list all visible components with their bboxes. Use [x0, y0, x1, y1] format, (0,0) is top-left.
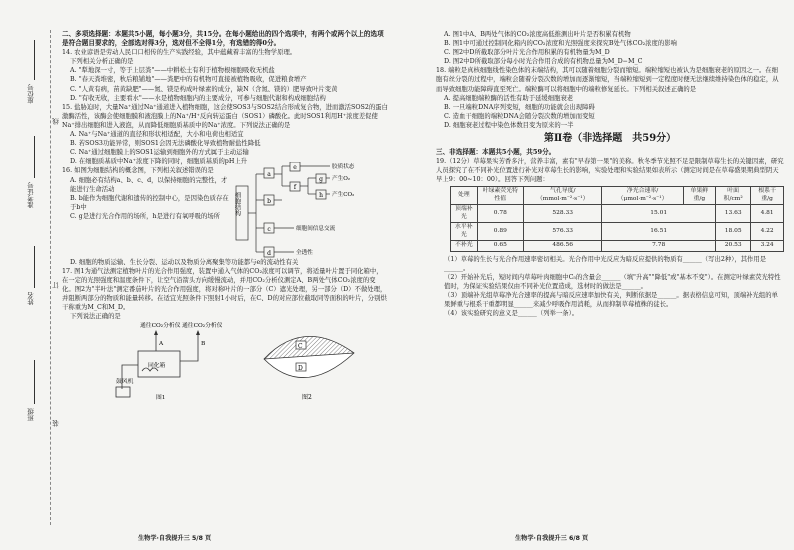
table-cell: 576.33 — [524, 223, 602, 241]
q19-part: （1）草莓的生长与光合作用速率密切相关。光合作用中光反应为暗反应提供的物质有______（写出2种），其作用是______。 — [444, 255, 767, 272]
table-cell: 7.78 — [602, 241, 716, 252]
volume-2-title: 第Ⅱ卷（非选择题 共59分） — [543, 133, 677, 145]
left-footer: 生物学·自我提升三 5/8 页 — [138, 535, 212, 542]
binding-field-seat-number-line — [34, 40, 35, 80]
q17-stem: 17. 图1为通气法测定植物叶片的光合作用强度，装置中通入气体的CO₂浓度可以调节，将适量叶片置于同化箱中，在一定的光照强度和温度条件下，让空气沿箭头方向缓慢流动，并用CO₂分析仪测定A、B两处气体CO₂浓度的变化。图2为"半叶法"测定番茄叶片的光合作用强度，将对称叶片的一部分（C）遮光处理，另一部分（D）不做处理，并阻断两部分的物质和能量转移。在适宜光照条件下照射1小时后，在C、D的对应部位截取同等面积的叶片，分别烘干称重为M_C和M_D。 — [62, 267, 387, 311]
question-line: 14. 农业谚语是劳动人民口口相传的生产实践经验，其中蕴藏着丰富的生物学原理。 — [62, 49, 297, 57]
table-header-cell: 处理 — [451, 187, 478, 205]
table-cell: 20.53 — [716, 241, 751, 252]
question-line: 18. 端粒是真核细胞线性染色体的末端结构，其可以随着细胞分裂而缩短。端粒缩短也被认为是细胞衰老的原因之一。在细胞有丝分裂的过程中，端粒会随着分裂次数的增加而逐渐缩短，当端粒缩短到一定程度时便无法继续维持染色体的稳定，从而导致细胞功能障碍直至死亡。端粒酶可以将细胞中的端粒修复延长。下列相关叙述正确的是 — [436, 67, 779, 93]
left-column — [62, 30, 388, 403]
binding-mark-line: 线 — [52, 118, 60, 125]
question-line: B. 若SOS3功能异常，则SOS1会因无法磷酸化导致植物耐盐性降低 — [70, 140, 261, 148]
q19-part: （4）该实验研究的意义是______（列举一条）。 — [444, 310, 579, 318]
question-line: C. 图2中D所截取部分叶片光合作用积累的有机物量为M_D — [444, 49, 610, 57]
binding-mark-order: 订 — [52, 282, 60, 289]
question-line: C. 造血干细胞的端粒DNA会随分裂次数的增加而变短 — [444, 112, 595, 120]
diagram-node-g: g — [319, 175, 323, 183]
question-line: A. 图1中A、B两处气体的CO₂浓度高低推测出叶片是否积累有机物 — [444, 31, 631, 38]
table-header-cell: 根系干重/g — [751, 187, 784, 205]
q19-part: （3）顶端补光组草莓净光合速率的提高与暗反应速率加快有关，判断依据是______。据表格信息可知，顶端补光组的单果鲜重与根系干重都明显______来减少呼吸作用消耗，从而抑制草莓植株的徒长。 — [444, 292, 778, 309]
table-cell: 不补光 — [451, 241, 478, 252]
table-row — [451, 205, 784, 223]
table-header-cell: 气孔导度/（mmol·m⁻²·s⁻¹） — [524, 187, 602, 205]
figure2-half-leaf — [254, 323, 364, 403]
fig2-caption: 图2 — [302, 394, 312, 402]
table-header-cell: 净光合速率/（μmol·m⁻²·s⁻¹） — [602, 187, 683, 205]
table-cell: 水平补光 — [451, 223, 478, 241]
diagram-node-d: d — [267, 249, 271, 257]
diagram-node-a: a — [267, 170, 271, 178]
q19-data-table — [450, 186, 784, 252]
fig1-caption: 图1 — [156, 395, 166, 402]
question-line: C. "人黄有病，苗黄缺肥"——氮、镁是构成叶绿素的成分，缺N（含氮、镁的）肥导致叶片变黄 — [70, 85, 338, 93]
table-header-cell: 叶绿素荧光特性值 — [477, 187, 523, 205]
table-header-cell: 叶面积/cm² — [716, 187, 751, 205]
q16-option-d: D. 细胞的物质运输、生长分裂、运动以及物质分离聚集等功能都与e的流动性有关 — [70, 258, 299, 266]
table-cell: 4.22 — [751, 223, 784, 241]
q16-option-c: C. g是进行光合作用的场所，h是进行有氧呼吸的场所 — [70, 212, 221, 220]
right-question-lines — [436, 30, 784, 130]
binding-field-exam-number-line — [34, 136, 35, 178]
binding-dashed-line — [50, 30, 51, 525]
table-cell: 18.05 — [716, 223, 751, 241]
diagram-label-colloid: 胶质状态 — [332, 163, 355, 170]
question-line: B. 图1中可通过控制同化箱内的CO₂浓度和光照强度来探究B处气体CO₂浓度的影响 — [444, 40, 677, 48]
fig1-label-analyzer-1: 通往CO₂分析仪 — [140, 323, 181, 330]
left-question-lines — [62, 48, 388, 175]
question-line: A. 提高细胞端粒酶的活性有助于延缓细胞衰老 — [444, 94, 574, 102]
table-cell: 13.63 — [716, 205, 751, 223]
q17-figures — [62, 321, 388, 403]
table-cell: 486.56 — [524, 241, 602, 252]
fig1-label-box: 同化箱 — [148, 363, 166, 370]
table-row — [451, 241, 784, 252]
question-line: 下列相关分析正确的是 — [70, 58, 134, 66]
question-line: 15. 盐胁迫时，大量Na⁺通过Na⁺通道进入植物细胞，这会使SOS3与SOS2结合形成复合物，进而激活SOS2的蛋白激酶活性，该酶会使细胞膜和液泡膜上的Na⁺/H⁺反向转运蛋白（SOS1）磷酸化。此时SOS1利用H⁺浓度差促使Na⁺排出细胞和进入液泡，从而降低细胞质基质中的Na⁺浓度。下列说法正确的是 — [62, 103, 388, 129]
table-cell: 4.81 — [751, 205, 784, 223]
question-line: B. 一旦端粒DNA序列变短，细胞的功能就会出现障碍 — [444, 103, 595, 111]
binding-field-seat-number: 座位号 — [27, 84, 35, 104]
q16-option-b: B. b能作为细胞代谢和遗传的控制中心，是因染色质存在于b中 — [70, 194, 229, 211]
q16-option-a: A. 细胞必有结构a、b、c、d，以保持细胞的完整性，才能进行生命活动 — [70, 176, 228, 193]
diagram-label-co2: 产生CO₂ — [332, 191, 355, 198]
q16-options — [62, 176, 232, 221]
table-row — [451, 223, 784, 241]
question-line: B. "春天粪堆密，秋后粮铺地"——粪肥中的有机物可直接被植物吸收，促进粮食增产 — [70, 76, 307, 84]
table-header-cell: 单果鲜重/g — [683, 187, 715, 205]
q19-part: （2）开始补光后，短时间内草莓叶肉细胞中C₅的含量会______（填"升高""降低"或"基本不变"）。在测定叶绿素荧光特性值时，为保证实验结果仅由不同补光位置造成，选材时的做法是______。 — [444, 274, 781, 291]
table-cell: 3.24 — [751, 241, 784, 252]
table-cell: 0.78 — [477, 205, 523, 223]
table-header-row — [451, 187, 784, 205]
question-line: D. 图2中D所截取部分每小时光合作用合成的有机物总量为M_D−M_C — [444, 58, 643, 66]
question-line: A. Na⁺与Na⁺通道的直径和形状相适配，大小和电荷也相适宜 — [70, 131, 244, 139]
q19-parts — [436, 255, 784, 319]
q19-stem: 19.（12分）草莓果实芳香多汁，营养丰富，素有"早春第一果"的美称。秋冬季节光照不足是限制草莓生长的关键因素，研究人员探究了在不同补光位置进行补光对草莓生长的影响，实验处理和实验结果如表所示（测定时间是在草莓盛果期典型阴天早上9：00~10：00）。回答下列问题： — [436, 158, 784, 184]
diagram-node-e: e — [293, 163, 297, 171]
table-cell: 15.01 — [602, 205, 716, 223]
section2-heading: 二、多项选择题：本题共5小题，每小题3分，共15分。在每小题给出的四个选项中，有两个或两个以上的选项是符合题目要求的，全部选对得3分，选对但不全得1分，有选错的得0分。 — [62, 30, 384, 48]
table-cell: 528.33 — [524, 205, 602, 223]
figure1-apparatus — [112, 321, 222, 403]
right-footer: 生物学·自我提升三 6/8 页 — [515, 535, 589, 542]
binding-field-class-line — [34, 360, 35, 404]
diagram-node-b: b — [267, 197, 271, 205]
question-line: 16. 如图为细胞结构的概念图，下列相关叙述错误的是 — [62, 167, 214, 175]
right-column — [436, 30, 784, 319]
diagram-label-o2: 产生O₂ — [332, 175, 351, 182]
cell-structure-concept-diagram — [234, 162, 388, 262]
binding-field-exam-number: 准考证号 — [27, 182, 35, 208]
diagram-label-permeable: 全透性 — [296, 249, 313, 256]
table-cell: 16.51 — [602, 223, 716, 241]
binding-margin — [0, 0, 60, 550]
question-line: A. "犁地深一寸，等于上层粪"——中耕松土有利于植物根细胞吸收无机盐 — [70, 67, 275, 75]
binding-field-class: 班级 — [27, 408, 35, 421]
question-line: D. "有收无收，主要看水"——水是植物细胞内的主要成分，可参与细胞代谢和构成细胞结构 — [70, 94, 326, 102]
diagram-node-c: c — [267, 225, 271, 233]
binding-mark-bind: 装 — [52, 420, 60, 427]
diagram-node-f: f — [293, 183, 297, 191]
table-body — [451, 205, 784, 252]
fig1-label-b: B — [201, 341, 206, 348]
fig1-label-a: A — [159, 341, 164, 348]
binding-field-name: 姓名 — [27, 292, 35, 305]
binding-field-name-line — [34, 246, 35, 288]
fig2-label-c: C — [298, 343, 303, 351]
blower-box — [116, 387, 130, 397]
fig1-label-analyzer-2: 通往CO₂分析仪 — [182, 323, 222, 330]
diagram-node-h: h — [319, 191, 323, 199]
diagram-label-communication: 细胞间信息交流 — [296, 225, 336, 232]
question-line: D. 细胞衰老过程中染色体数目变为原来的一半 — [444, 121, 574, 129]
question-line: C. Na⁺通过细胞膜上的SOS1运输到细胞外的方式属于主动运输 — [70, 149, 249, 157]
diagram-root-label: 细胞结构 — [234, 191, 241, 216]
section3-heading: 三、非选择题：本题共5小题，共59分。 — [436, 148, 556, 157]
table-cell: 0.89 — [477, 223, 523, 241]
q17-prompt: 下列说法正确的是 — [70, 313, 121, 321]
question-line: D. 在细胞质基质中Na⁺浓度下降的同时，细胞质基质的pH上升 — [70, 158, 248, 166]
fig1-label-blower: 鼓风机 — [116, 379, 134, 386]
table-cell: 0.65 — [477, 241, 523, 252]
table-cell: 顶端补光 — [451, 205, 478, 223]
right-page — [400, 0, 794, 550]
fig2-label-d: D — [298, 365, 303, 373]
